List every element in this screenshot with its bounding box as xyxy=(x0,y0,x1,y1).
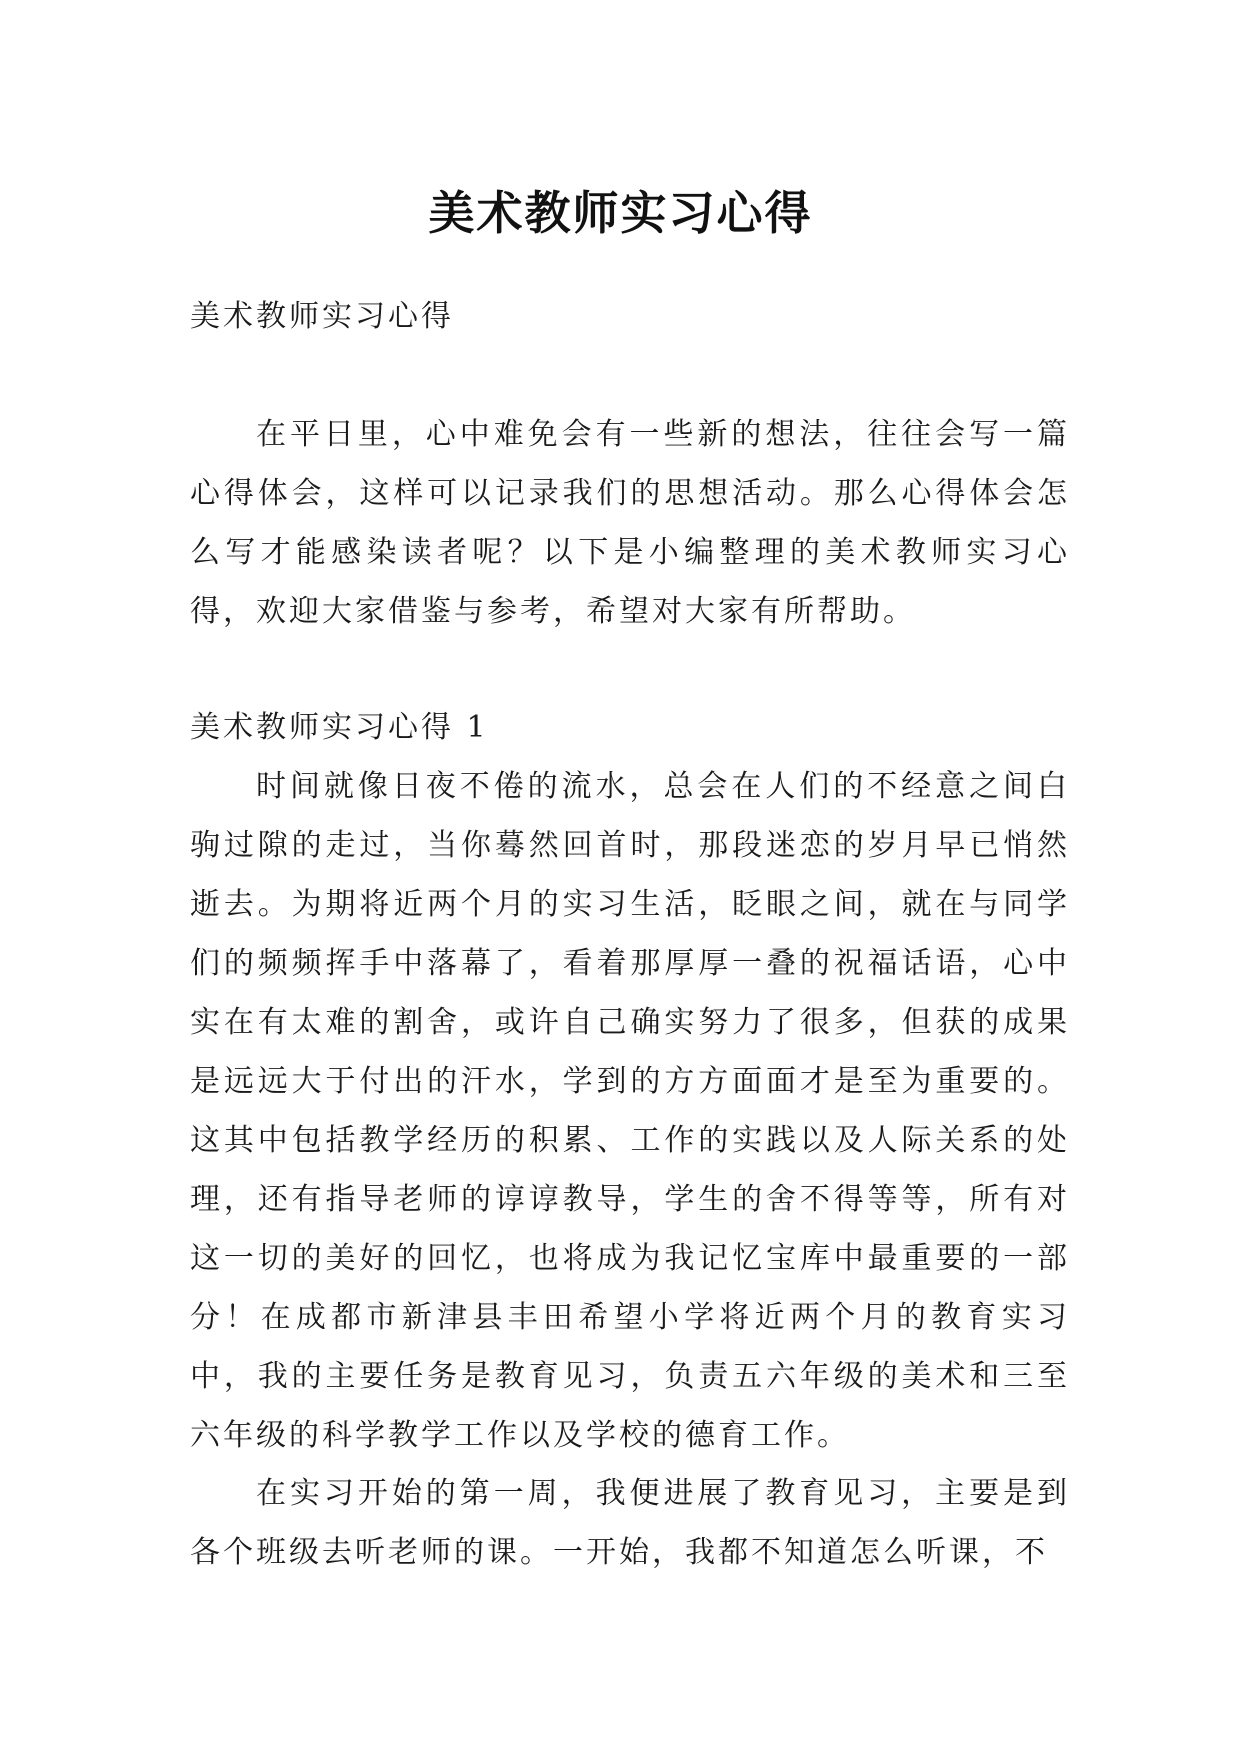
document-subtitle: 美术教师实习心得 xyxy=(190,299,454,334)
document-title: 美术教师实习心得 xyxy=(428,185,813,240)
intro-paragraph: 在平日里，心中难免会有一些新的想法，往往会写一篇心得体会，这样可以记录我们的思想活动。那么心得体会怎么写才能感染读者呢？以下是小编整理的美术教师实习心得，欢迎大家借鉴与参考，希望对大家有所帮助。 xyxy=(190,417,1070,629)
body-paragraph: 时间就像日夜不倦的流水，总会在人们的不经意之间白驹过隙的走过，当你蓦然回首时，那段迷恋的岁月早已悄然逝去。为期将近两个月的实习生活，眨眼之间，就在与同学们的频频挥手中落幕了，看着那厚厚一叠的祝福话语，心中实在有太难的割舍，或许自己确实努力了很多，但获的成果是远远大于付出的汗水，学到的方方面面才是至为重要的。这其中包括教学经历的积累、工作的实践以及人际关系的处理，还有指导老师的谆谆教导，学生的舍不得等等，所有对这一切的美好的回忆，也将成为我记忆宝库中最重要的一部分！在成都市新津县丰田希望小学将近两个月的教育实习中，我的主要任务是教育见习，负责五六年级的美术和三至六年级的科学教学工作以及学校的德育工作。 xyxy=(190,769,1070,1453)
section-heading: 美术教师实习心得 1 xyxy=(190,710,489,745)
body-paragraph: 在实习开始的第一周，我便进展了教育见习，主要是到各个班级去听老师的课。一开始，我都不知道怎么听课，不 xyxy=(190,1476,1070,1570)
